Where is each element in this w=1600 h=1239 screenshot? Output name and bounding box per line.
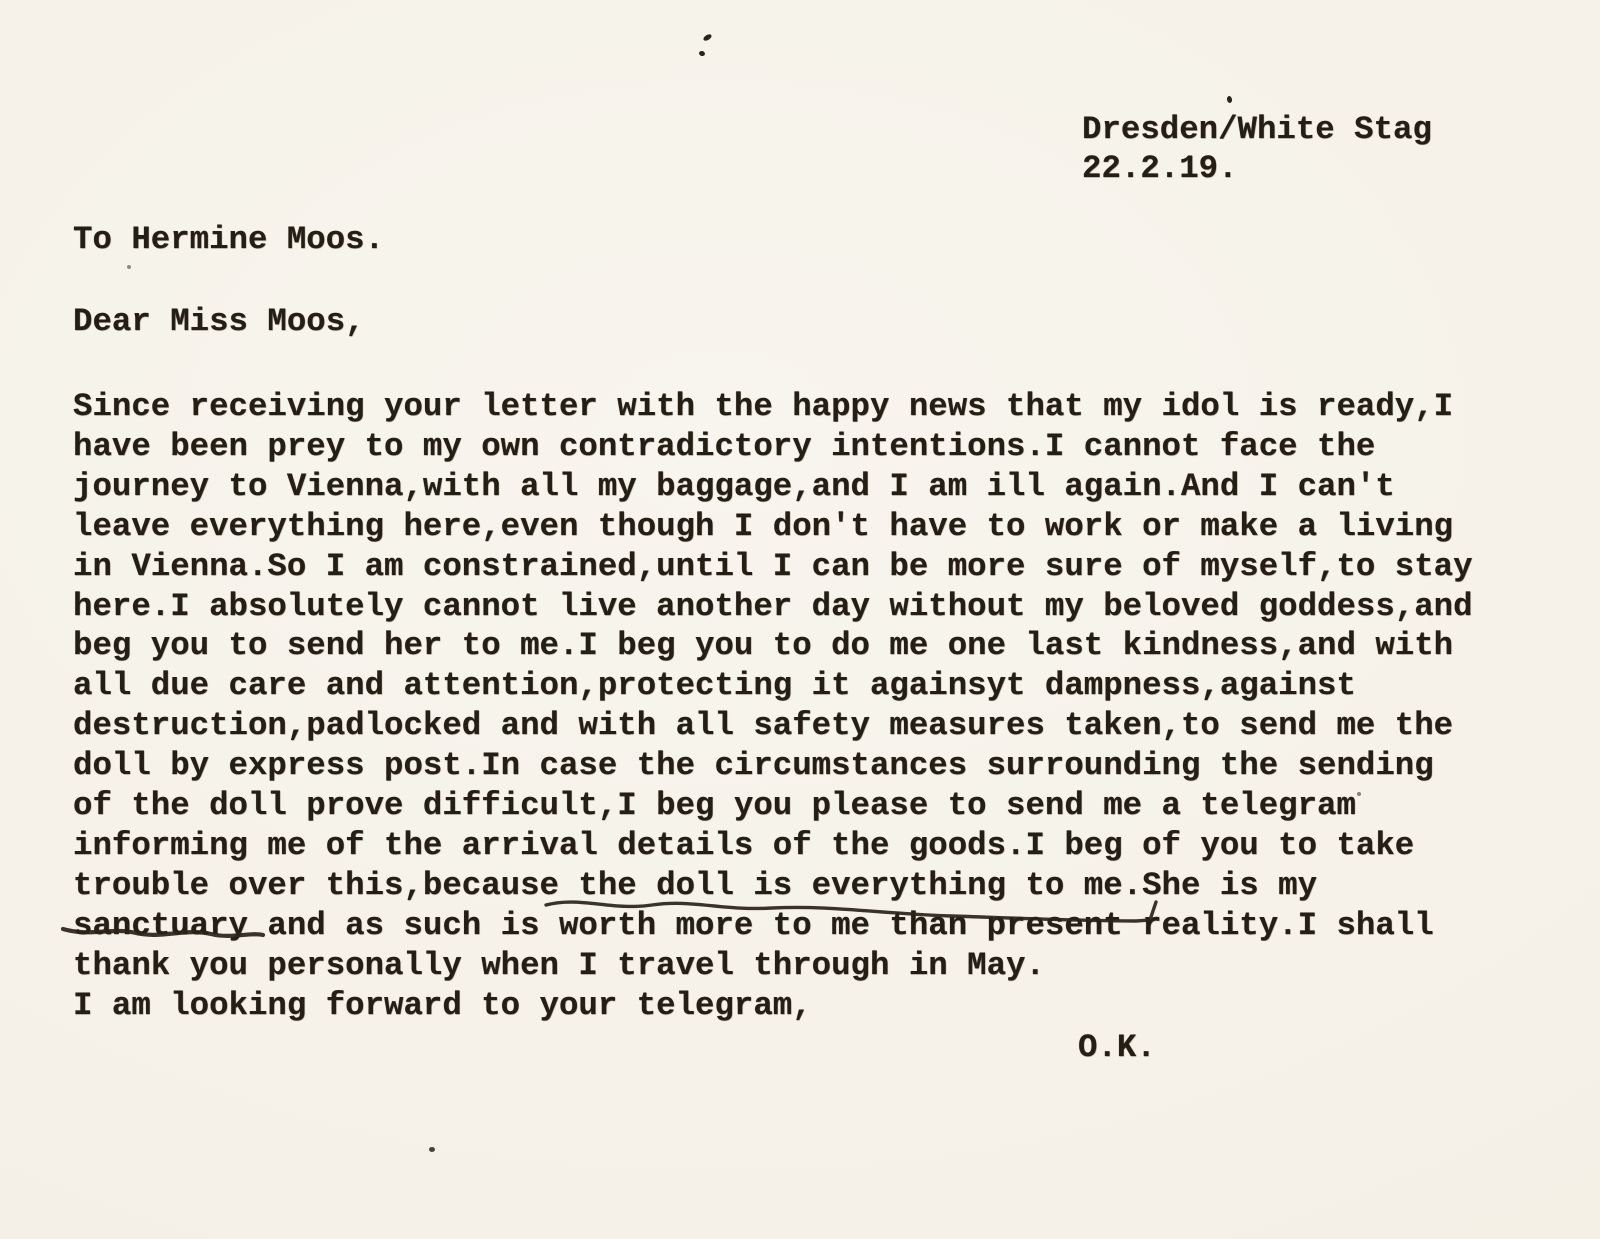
body-line: have been prey to my own contradictory intentions.I cannot face the — [73, 427, 1376, 465]
ink-speck — [1357, 792, 1361, 796]
underline-pre-text: trouble over this,because — [73, 866, 579, 904]
body-line: leave everything here,even though I don't have to work or make a living — [73, 507, 1454, 545]
dateline-location: Dresden/White Stag — [1082, 111, 1432, 148]
salutation-line: Dear Miss Moos, — [73, 303, 365, 340]
body-line: Since receiving your letter with the happy news that my idol is ready,I — [73, 388, 1454, 425]
body-line: I am looking forward to your telegram, — [73, 986, 812, 1024]
dateline — [1082, 111, 1432, 188]
body-line: of the doll prove difficult,I beg you please to send me a telegram — [73, 787, 1356, 825]
body-line: here.I absolutely cannot live another day without my beloved goddess,and — [73, 587, 1473, 625]
body-line: destruction,padlocked and with all safety measures taken,to send me the — [73, 707, 1454, 745]
ink-speck — [429, 1147, 435, 1152]
ink-speck — [127, 265, 131, 269]
struck-word: sanctuary — [73, 906, 248, 944]
body-line: journey to Vienna,with all my baggage,and I am ill again.And I can't — [73, 467, 1395, 505]
body-line: all due care and attention,protecting it againsyt dampness,against — [73, 667, 1356, 705]
body-line: doll by express post.In case the circumstances surrounding the sending — [73, 747, 1434, 785]
body-line-struck-word — [73, 906, 1473, 946]
letter-body — [73, 387, 1473, 1026]
underlined-phrase: the doll is everything to me. — [578, 866, 1143, 904]
ink-speck — [1226, 96, 1232, 104]
body-line-underlined-phrase — [73, 866, 1473, 906]
body-line: informing me of the arrival details of the goods.I beg of you to take — [73, 826, 1415, 864]
underline-post-text: She is my — [1142, 866, 1318, 904]
dateline-date: 22.2.19. — [1082, 149, 1238, 187]
signature-initials: O.K. — [1078, 1029, 1156, 1066]
strike-rest-text: and as such is worth more to me than present reality.I shall — [247, 906, 1434, 944]
ink-speck — [702, 33, 712, 42]
body-line: thank you personally when I travel through in May. — [73, 946, 1045, 984]
recipient-line: To Hermine Moos. — [73, 221, 385, 258]
body-line: in Vienna.So I am constrained,until I can be more sure of myself,to stay — [73, 547, 1473, 585]
ink-speck — [698, 50, 705, 57]
body-line: beg you to send her to me.I beg you to do me one last kindness,and with — [73, 627, 1454, 665]
